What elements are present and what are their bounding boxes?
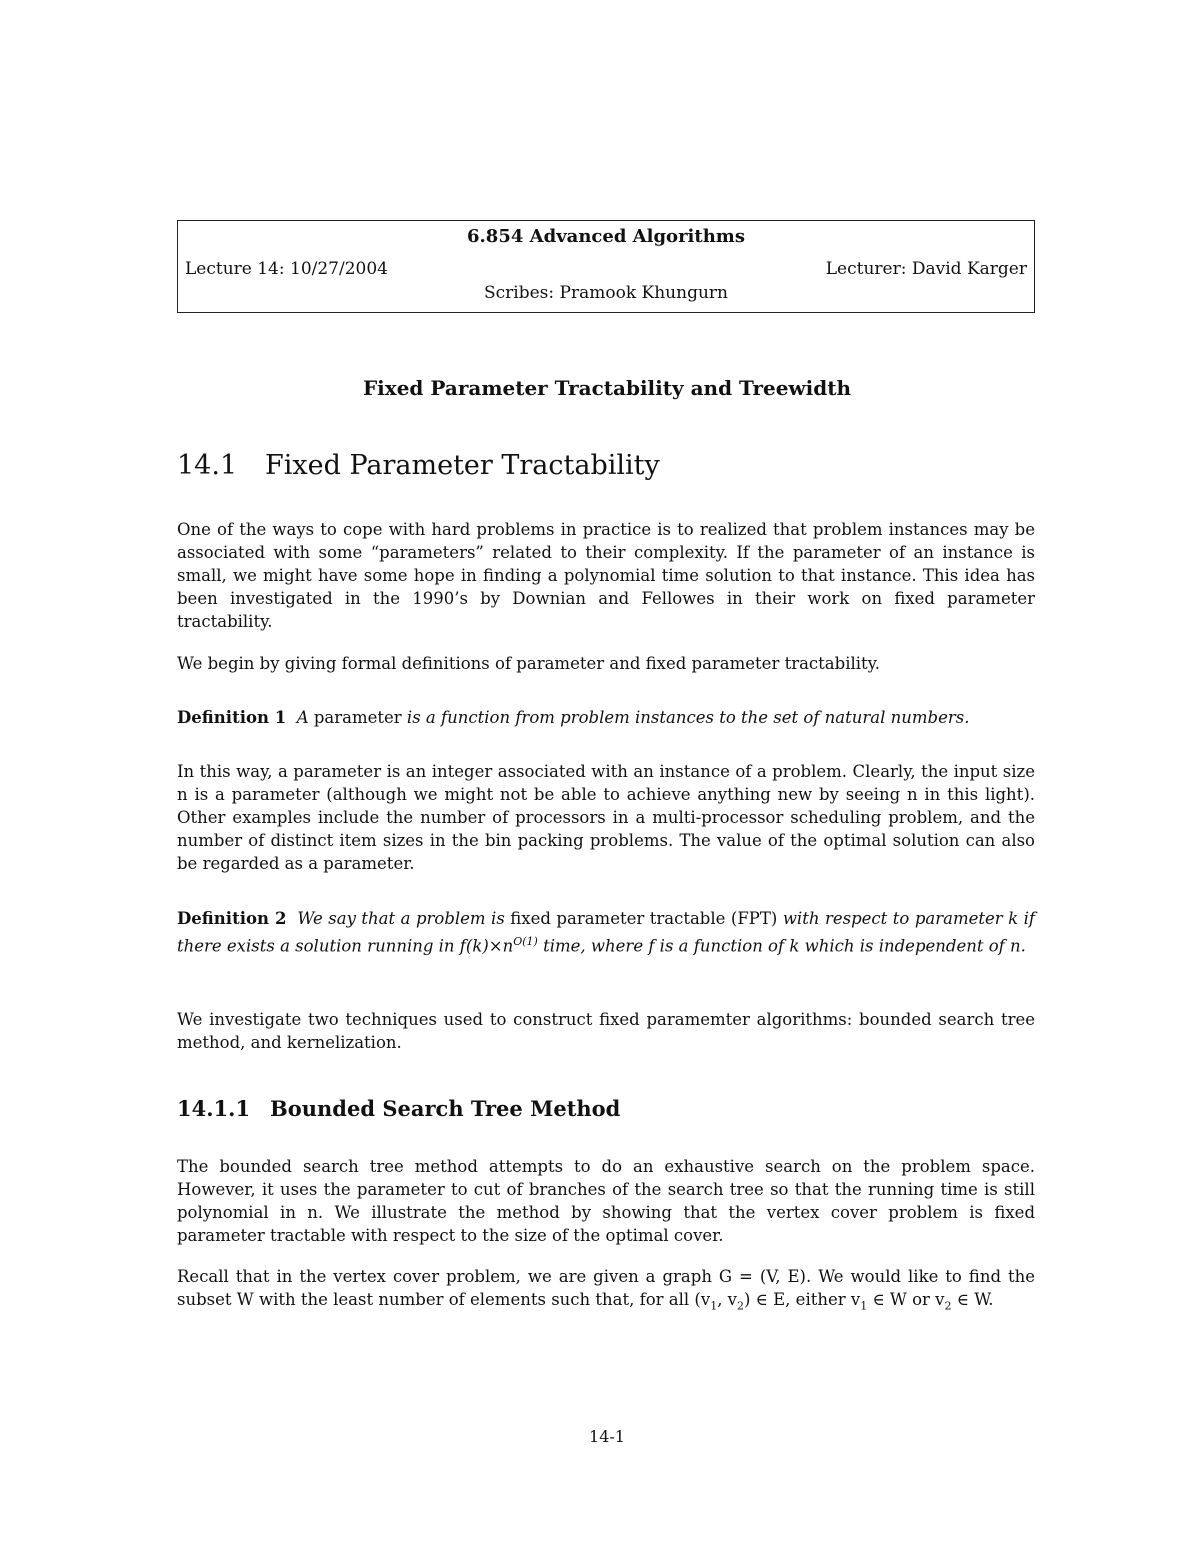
section-title: Fixed Parameter Tractability [265,450,660,481]
subsection-number: 14.1.1 [177,1096,251,1121]
definition-2 [177,907,1035,958]
page-number: 14-1 [589,1427,625,1446]
definition-1-term: parameter [313,708,402,727]
section-number: 14.1 [177,450,238,481]
recall-sub-2: 2 [737,1299,744,1313]
definition-2-label: Definition 2 [177,909,287,928]
definition-2-term: fixed parameter tractable [510,909,726,928]
document-page [177,0,1037,1553]
course-title: 6.854 Advanced Algorithms [467,226,745,247]
definition-1 [177,706,1035,729]
subsection-title: Bounded Search Tree Method [270,1096,621,1121]
recall-text-a: Recall that in the vertex cover problem, we are given a graph G = (V, E). We would like to find the subset W with the least number of elements such that, for all (v [177,1267,1035,1309]
definition-2-text-a: We say that a problem is [297,909,511,928]
definition-1-text-b: is a function from problem instances to the set of natural numbers. [401,708,970,727]
recall-sub-1: 1 [710,1299,718,1313]
definition-2-abbr: (FPT) [725,909,783,928]
definition-2-exponent: O(1) [513,935,538,948]
paragraph-vertex-cover [177,1265,1035,1317]
recall-text-d: ∈ W or v [867,1290,945,1309]
recall-text-c: ) ∈ E, either v [744,1290,861,1309]
recall-text-b: , v [717,1290,737,1309]
recall-sub-3: 1 [860,1299,868,1313]
definition-1-text-a: A [296,708,314,727]
paragraph-parameter-examples: In this way, a parameter is an integer associated with an instance of a problem. Clearly, the input size n is a parameter (although we might not be able to achieve anything new by seeing n in this light). Other examples include the number of processors in a multi-processor scheduling problem, and the number of distinct item sizes in the bin packing problems. The value of the optimal solution can also be regarded as a parameter. [177,762,1035,873]
definition-1-label: Definition 1 [177,708,287,727]
section-heading [177,450,660,481]
paragraph-definitions-intro: We begin by giving formal definitions of parameter and fixed parameter tractability. [177,654,881,673]
paragraph-intro: One of the ways to cope with hard problems in practice is to realized that problem instances may be associated with some “parameters” related to their complexity. If the parameter of an instance is small, we might have some hope in finding a polynomial time solution to that instance. This idea has been investigated in the 1990’s by Downian and Fellowes in their work on fixed parameter tractability. [177,520,1035,631]
recall-sub-4: 2 [944,1299,952,1313]
lecture-info: Lecture 14: 10/27/2004 [185,259,388,279]
paragraph-techniques: We investigate two techniques used to construct fixed paramemter algorithms: bounded search tree method, and kernelization. [177,1010,1035,1052]
definition-2-text-b: with respect to parameter k if there exists a solution running in f(k)×n [177,909,1035,956]
recall-text-e: ∈ W. [951,1290,994,1309]
subsection-heading [177,1096,620,1121]
lecture-header-box [177,220,1035,313]
document-title: Fixed Parameter Tractability and Treewidth [362,376,852,400]
paragraph-bounded-search: The bounded search tree method attempts to do an exhaustive search on the problem space. However, it uses the parameter to cut of branches of the search tree so that the running time is still polynomial in n. We illustrate the method by showing that the vertex cover problem is fixed parameter tractable with respect to the size of the optimal cover. [177,1157,1035,1245]
definition-2-text-c: time, where f is a function of k which is independent of n. [537,936,1026,956]
scribes-info: Scribes: Pramook Khungurn [484,283,728,303]
lecturer-info: Lecturer: David Karger [825,259,1027,279]
